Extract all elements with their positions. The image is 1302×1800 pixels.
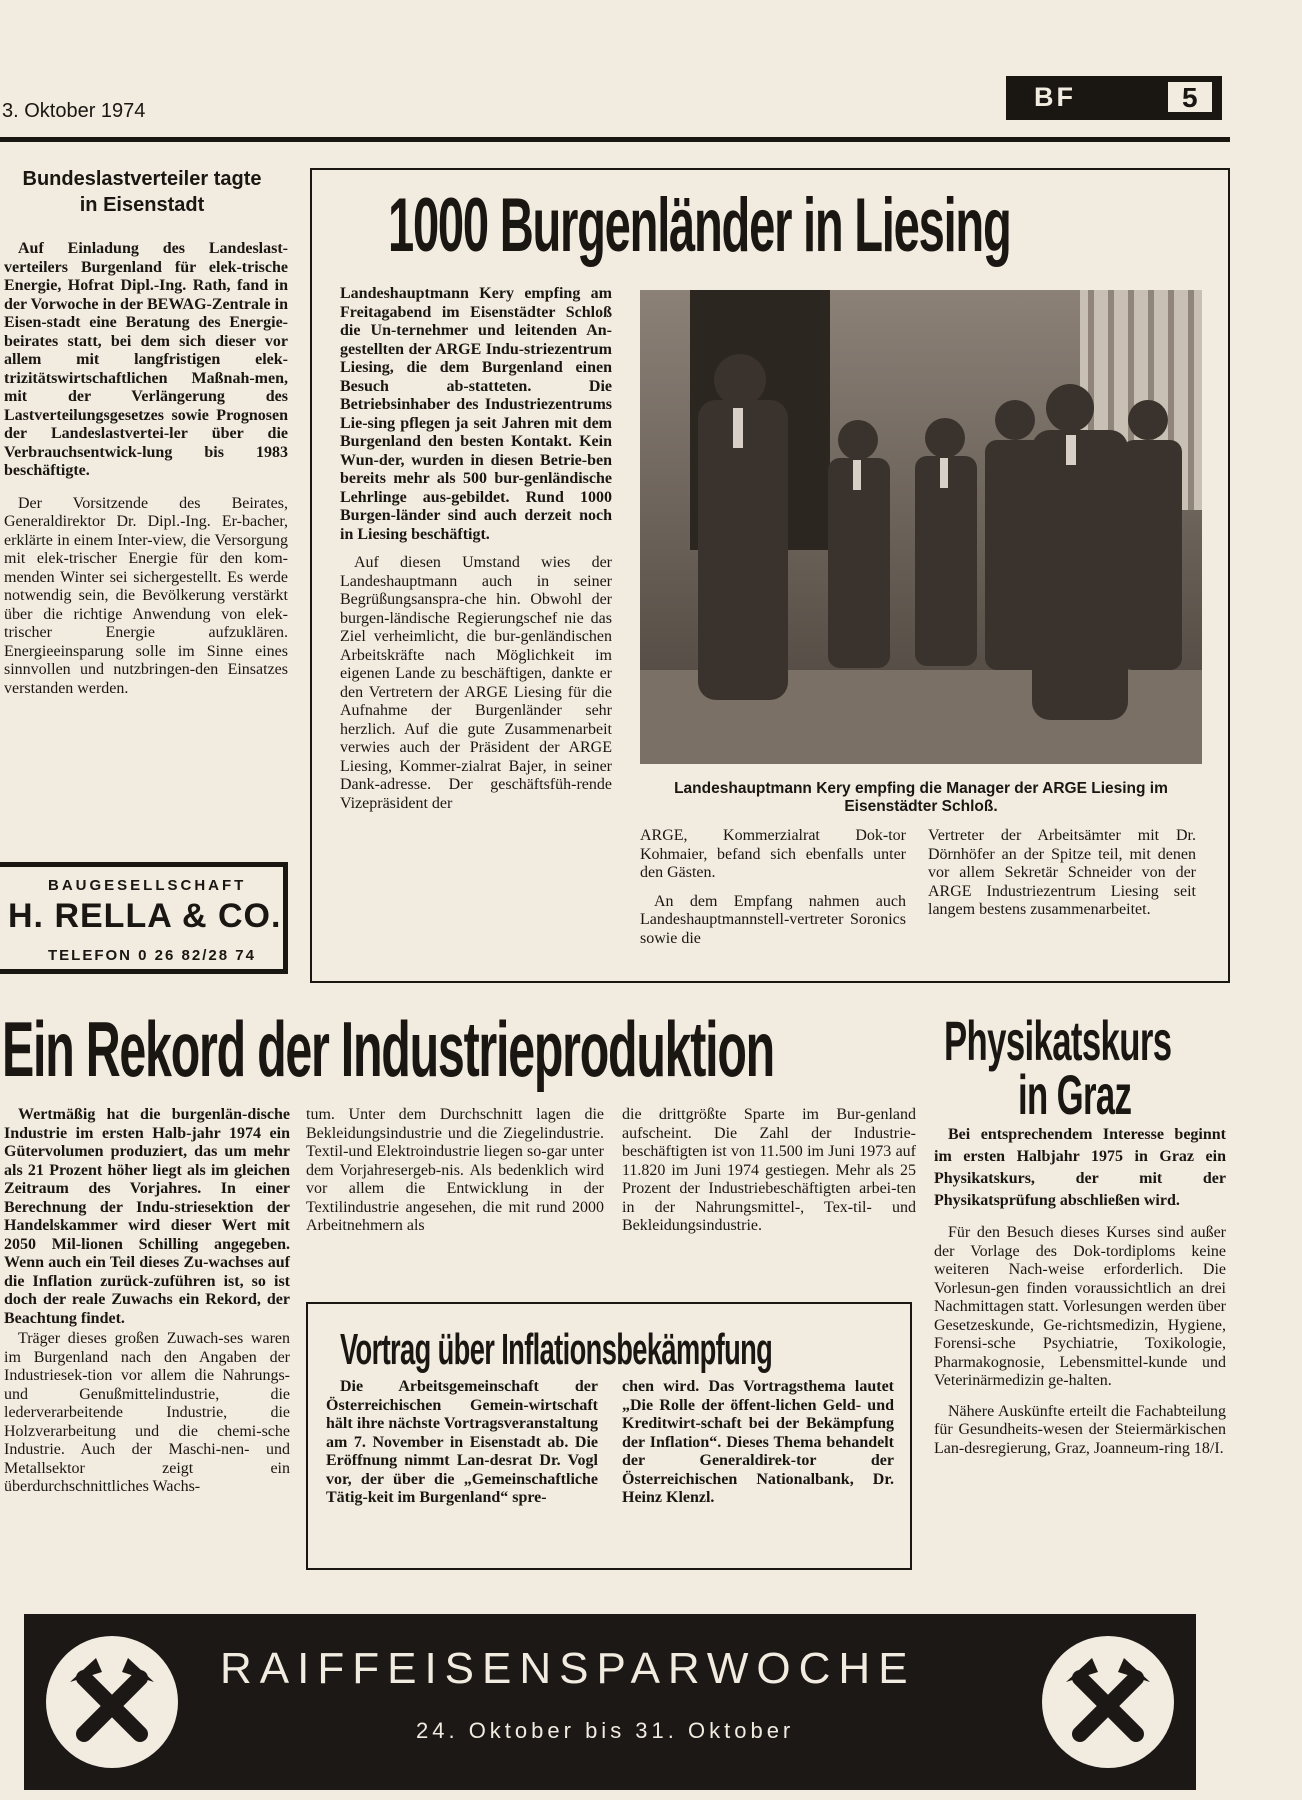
rella-line1: BAUGESELLSCHAFT: [48, 877, 247, 894]
raiffeisen-logo-left-icon: [44, 1634, 180, 1770]
physik-p2: Nähere Auskünfte erteilt die Fachabteilung für Gesundheits-wesen der Steiermärkischen Lan-desregierung, Graz, Joanneum-ring 18/I.: [934, 1402, 1226, 1457]
sidebar-title: Bundeslastverteiler tagte in Eisenstadt: [22, 168, 262, 216]
raiffeisen-logo-right-icon: [1040, 1634, 1176, 1770]
rella-company: H. RELLA & CO.: [8, 897, 282, 935]
sidebar-article-body: [4, 240, 288, 700]
page-date: 3. Oktober 1974: [2, 100, 146, 122]
main-col2-p1: ARGE, Kommerzialrat Dok-tor Kohmaier, befand sich ebenfalls unter den Gästen.: [640, 827, 906, 881]
photo-caption: Landeshauptmann Kery empfing die Manager der ARGE Liesing im Eisenstädter Schloß.: [674, 780, 1168, 815]
sidebar-lead: Auf Einladung des Landeslast-verteilers Burgenland für elek-trische Energie, Hofrat Dipl.-Ing. Rath, fand in der Vorwoche in der BEWAG-Zentrale in Eisen-stadt eine Beratung des Energie-beirates statt, bei dem sich dieser vor allem mit langfristigen elek-trizitätswirtschaftlichen Maßnah-men, mit der Verlängerung des Lastverteilungsgesetzes sowie Prognosen der Landeslastvertei-ler über die Verbrauchsentwick-lung bis 1983 beschäftigte.: [4, 240, 288, 479]
main-body: Auf diesen Umstand wies der Landeshauptmann auch in seiner Begrüßungsanspra-che hin. Obwohl der burgen-ländische Regierungschef nie das Ziel verheimlicht, die bur-genländischen Arbeitskräfte nach Möglichkeit im eigenen Lande zu beschäftigen, dankte er den Vertretern der ARGE Liesing für die Aufnahme der Burgenländer sehr herzlich. Auf die gute Zusammenarbeit verwies auch der Präsident der ARGE Liesing, Kommer-zialrat Bajer, in seiner Dank-adresse. Der geschäftsfüh-rende Vizepräsident der: [340, 554, 612, 812]
section-badge: [1006, 76, 1222, 120]
reception-photo-image: [640, 290, 1202, 764]
rekord-col2: [306, 1106, 604, 1238]
physik-headline-2: in Graz: [1018, 1063, 1132, 1126]
physik-body: [934, 1124, 1226, 1460]
page-number-box: [1166, 80, 1214, 114]
main-lead: Landeshauptmann Kery empfing am Freitagabend im Eisenstädter Schloß die Un-ternehmer und leitenden An-gestellten der ARGE Indu-striezentrum Liesing, die dem Burgenland einen Besuch ab-statteten. Die Betriebsinhaber des Industriezentrums Lie-sing pflegen ja seit Jahren mit dem Burgenland den besten Kontakt. Kein Wun-der, wurden in diesen Betrie-ben bereits mehr als 500 bur-genländische Lehrlinge aus-gebildet. Rund 1000 Burgen-länder sind auch derzeit noch in Liesing beschäftigt.: [340, 285, 612, 543]
rekord-col3: [622, 1106, 916, 1238]
physik-p1: Für den Besuch dieses Kurses sind außer der Vorlage des Dok-tordiploms keine weiteren Nach-weise erforderlich. Die Vorlesun-gen finden voraussichtlich an drei Nachmittagen statt. Vorlesungen werden über Gesetzeskunde, Ge-richtsmedizin, Hygiene, Forensi-sche Psychiatrie, Toxikologie, Pharmakognosie, Lebensmittel-kunde und Veterinärmedizin ge-halten.: [934, 1224, 1226, 1389]
physik-headline-1: Physikatskurs: [944, 1009, 1172, 1072]
main-col3: [928, 827, 1196, 922]
main-headline: 1000 Burgenländer in Liesing: [388, 183, 1011, 268]
physik-lead: Bei entsprechendem Interesse beginnt im ersten Halbjahr 1975 in Graz ein Physikatskurs, der mit der Physikatsprüfung abschließen wird.: [934, 1126, 1226, 1209]
rekord-col2-text: tum. Unter dem Durchschnitt lagen die Bekleidungsindustrie und die Ziegelindustrie. Textil-und Elektroindustrie liegen so-gar unter dem Vorjahresergeb-nis. Als bedenklich wird vor allem die Entwicklung in der Textilindustrie angesehen, die mit rund 2000 Arbeitnehmern als: [306, 1106, 604, 1234]
rekord-col1: [4, 1106, 290, 1499]
main-col1: [340, 285, 612, 815]
vortrag-col1: [326, 1378, 598, 1510]
raiffeisen-ad: [24, 1614, 1196, 1790]
rella-phone: TELEFON 0 26 82/28 74: [48, 947, 256, 964]
sidebar-body: Der Vorsitzende des Beirates, Generaldirektor Dr. Dipl.-Ing. Er-bacher, erklärte in einem Inter-view, die Versorgung mit elek-trischer Energie für den kom-menden Winter sei sichergestellt. Es werde notwendig sein, die Bevölkerung verstärkt über die richtige Anwendung von elek-trischer Energie aufzuklären. Energieeinsparung solle im Sinne eines sinnvollen und nutzbringen-den Einsatzes verstanden werden.: [4, 494, 288, 697]
rekord-col3-text: die drittgrößte Sparte im Bur-genland aufscheint. Die Zahl der Industrie-beschäftigten ist von 11.500 im Juni 1973 auf 11.820 im Juni 1974 gestiegen. Mehr als 25 Prozent der Industriebeschäftigten arbei-ten in der Nahrungsmittel-, Tex-til- und Bekleidungsindustrie.: [622, 1106, 916, 1234]
header-rule: [0, 137, 1230, 142]
rekord-headline: Ein Rekord der Industrieproduktion: [2, 1005, 774, 1093]
vortrag-col1-text: Die Arbeitsgemeinschaft der Österreichischen Gemein-wirtschaft hält ihre nächste Vortragsveranstaltung am 7. November in Eisenstadt ab. Die Eröffnung nimmt Lan-desrat Dr. Vogl vor, der über die „Gemeinschaftliche Tätig-keit im Burgenland“ spre-: [326, 1378, 598, 1506]
vortrag-headline: Vortrag über Inflationsbekämpfung: [340, 1325, 773, 1374]
main-col2-p2: An dem Empfang nahmen auch Landeshauptmannstell-vertreter Soronics sowie die: [640, 892, 906, 947]
rekord-lead: Wertmäßig hat die burgenlän-dische Industrie im ersten Halb-jahr 1974 ein Gütervolumen produziert, das um mehr als 21 Prozent höher liegt als im gleichen Zeitraum des Vorjahres. In einer Berechnung der Indu-striesektion der Handelskammer wird dieser Wert mit 2050 Mil-lionen Schilling angegeben. Wenn auch ein Teil dieses Zu-wachses auf die Inflation zurück-zuführen ist, so ist doch der reale Zuwachs ein Rekord, der Beachtung findet.: [4, 1106, 290, 1327]
raiffeisen-title: RAIFFEISENSPARWOCHE: [220, 1644, 916, 1693]
vortrag-col2-text: chen wird. Das Vortragsthema lautet „Die Rolle der öffent-lichen Geld- und Kreditwirt-schaft bei der Bekämpfung der Inflation“. Dieses Thema behandelt der Generaldirek-tor der Österreichischen Nationalbank, Dr. Heinz Klenzl.: [622, 1378, 894, 1506]
section-label: BF: [1034, 82, 1076, 112]
rella-ad: [0, 862, 288, 974]
main-col3-text: Vertreter der Arbeitsämter mit Dr. Dörnhöfer an der Spitze teil, mit denen vor allem Sekretär Schneider von der ARGE Industriezentrum Liesing seit langem bestens zusammenarbeitet.: [928, 827, 1196, 918]
page-number: 5: [1182, 82, 1198, 113]
rekord-body: Träger dieses großen Zuwach-ses waren im Burgenland nach den Angaben der Industriesek-tion vor allem die Nahrungs-und Genußmittelindustrie, die lederverarbeitende Industrie, die Holzverarbeitung und die chemi-sche Industrie. Auch der Maschi-nen- und Metallsektor zeigt ein überdurchschnittliches Wachs-: [4, 1330, 290, 1495]
reception-photo: [640, 290, 1202, 764]
raiffeisen-dates: 24. Oktober bis 31. Oktober: [416, 1718, 795, 1743]
main-col2: [640, 827, 906, 950]
vortrag-col2: [622, 1378, 894, 1510]
